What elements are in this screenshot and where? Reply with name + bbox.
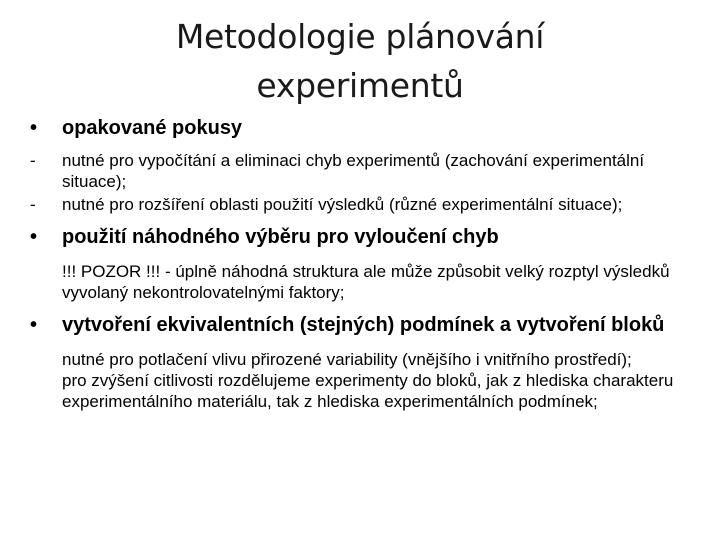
spacer: [30, 140, 700, 148]
slide-title: [0, 12, 720, 110]
bullet-heading: vytvoření ekvivalentních (stejných) podmínek a vytvoření bloků: [62, 314, 665, 336]
slide-content: [30, 116, 700, 412]
sub-item: [30, 150, 700, 192]
sub-item-text: nutné pro vypočítání a eliminaci chyb experimentů (zachování experimentální situace);: [62, 151, 645, 191]
bullet-heading: opakované pokusy: [62, 117, 243, 139]
bullet-icon: •: [30, 117, 38, 139]
paragraph-blocks: pro zvýšení citlivosti rozdělujeme experimenty do bloků, jak z hlediska charakteru experimentálního materiálu, tak z hlediska experimentálních podmínek;: [62, 371, 674, 411]
bullet-heading: použití náhodného výběru pro vyloučení chyb: [62, 226, 499, 248]
sub-item: [30, 194, 700, 215]
paragraph-variability: nutné pro potlačení vlivu přirozené variability (vnějšího i vnitřního prostředí);: [62, 350, 632, 369]
slide-title-line-2: experimentů: [256, 66, 464, 105]
spacer: [30, 303, 700, 313]
bullet-icon: •: [30, 314, 38, 336]
bullet-repeated-trials: [30, 116, 700, 140]
sub-item-text: nutné pro rozšíření oblasti použití výsledků (různé experimentální situace);: [62, 195, 623, 214]
spacer: [30, 337, 700, 349]
spacer: [30, 215, 700, 225]
dash-icon: -: [30, 151, 36, 170]
bullet-equivalent-conditions: [30, 313, 700, 337]
bullet-icon: •: [30, 226, 38, 248]
paragraph-warning: !!! POZOR !!! - úplně náhodná struktura ale může způsobit velký rozptyl výsledků vyvolaný nekontrolovatelnými faktory;: [62, 262, 670, 302]
slide-title-line-1: Metodologie plánování: [175, 17, 545, 56]
bullet-random-selection: [30, 225, 700, 249]
dash-icon: -: [30, 195, 36, 214]
spacer: [30, 249, 700, 261]
